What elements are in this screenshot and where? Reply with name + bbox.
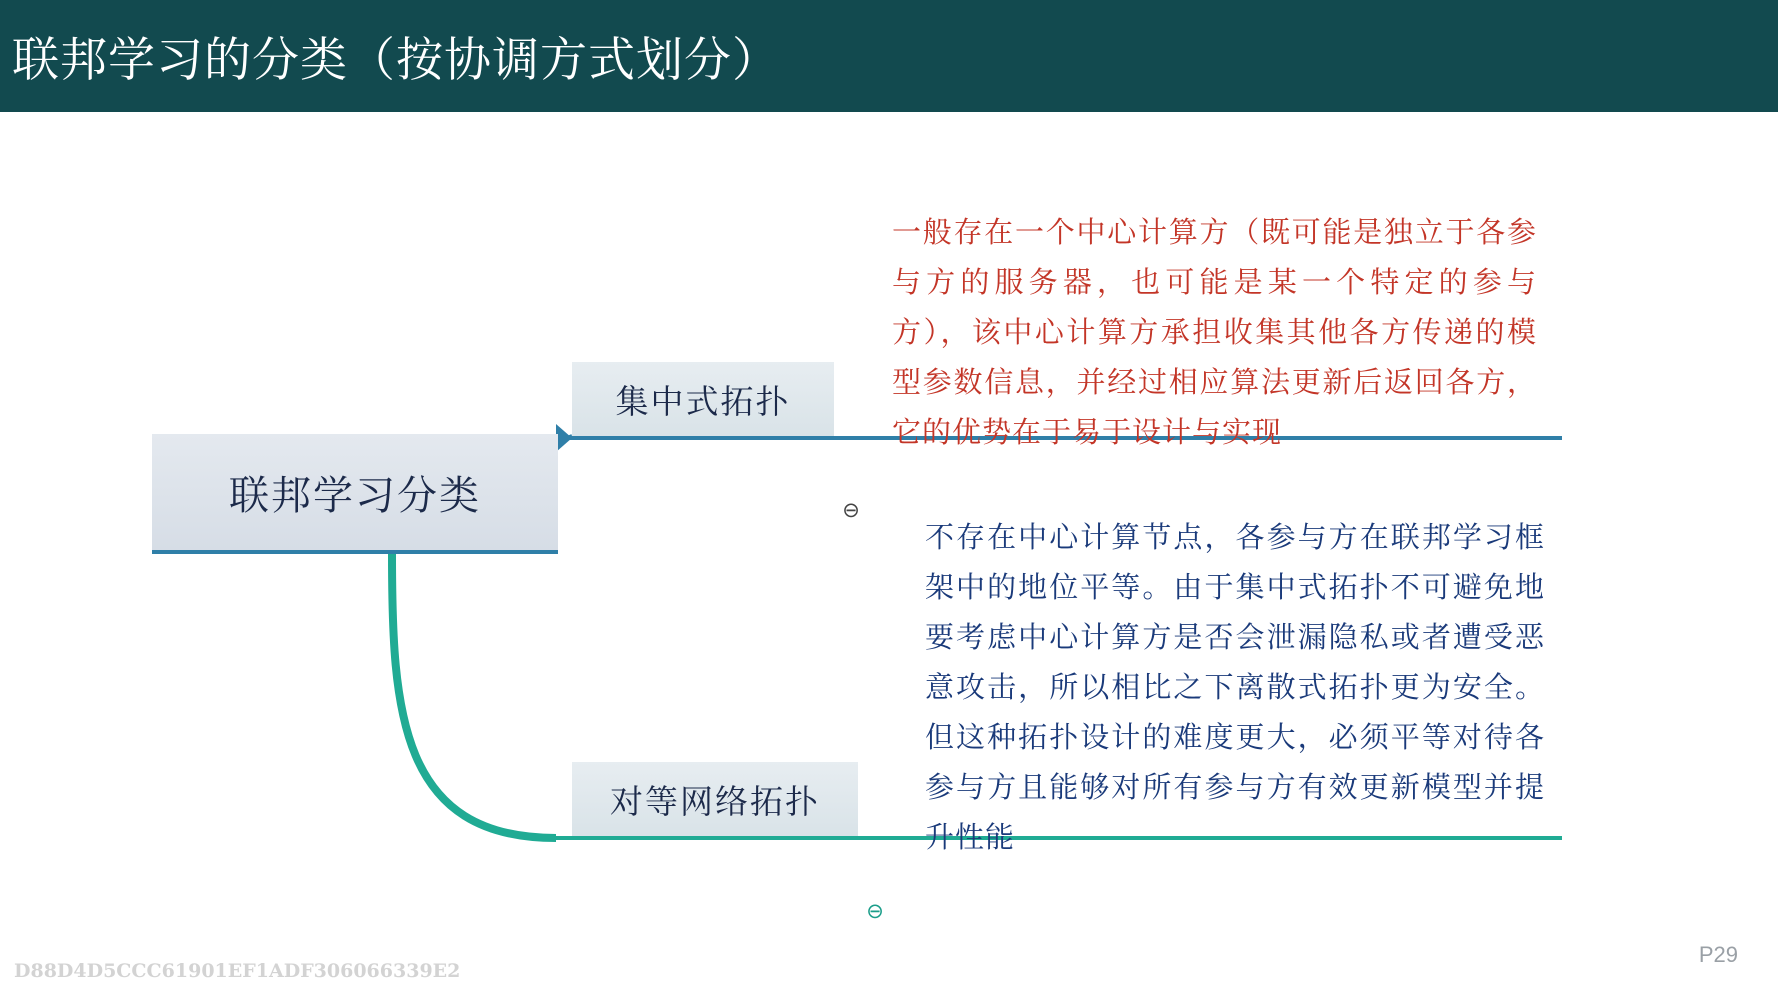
page-title: 联邦学习的分类（按协调方式划分） [12, 32, 780, 86]
mindmap-branch-centralized[interactable] [572, 362, 834, 436]
mindmap-canvas [0, 112, 1778, 1000]
mindmap-root-label: 联邦学习分类 [229, 472, 481, 519]
mindmap-detail-centralized: 一般存在一个中心计算方（既可能是独立于各参与方的服务器，也可能是某一个特定的参与方），该中心计算方承担收集其他各方传递的模型参数信息，并经过相应算法更新后返回各方，它的优势在于易于设计与实现 [892, 215, 1537, 449]
watermark-text: D88D4D5CCC61901EF1ADF306066339E2 [14, 960, 461, 982]
mindmap-branch-label: 对等网络拓扑 [610, 781, 820, 821]
collapse-toggle-icon[interactable]: ⊖ [842, 498, 860, 522]
mindmap-detail-peer-to-peer: 不存在中心计算节点，各参与方在联邦学习框架中的地位平等。由于集中式拓扑不可避免地要考虑中心计算方是否会泄漏隐私或者遭受恶意攻击，所以相比之下离散式拓扑更为安全。但这种拓扑设计的难度更大，必须平等对待各参与方且能够对所有参与方有效更新模型并提升性能 [925, 520, 1545, 854]
mindmap-branch-label: 集中式拓扑 [615, 381, 791, 421]
page-number: P29 [1698, 942, 1738, 967]
slide-title-bar [0, 0, 1778, 112]
mindmap-branch-peer-to-peer[interactable] [572, 762, 858, 836]
mindmap-root-node[interactable] [152, 434, 558, 554]
collapse-toggle-icon[interactable]: ⊖ [866, 899, 884, 923]
